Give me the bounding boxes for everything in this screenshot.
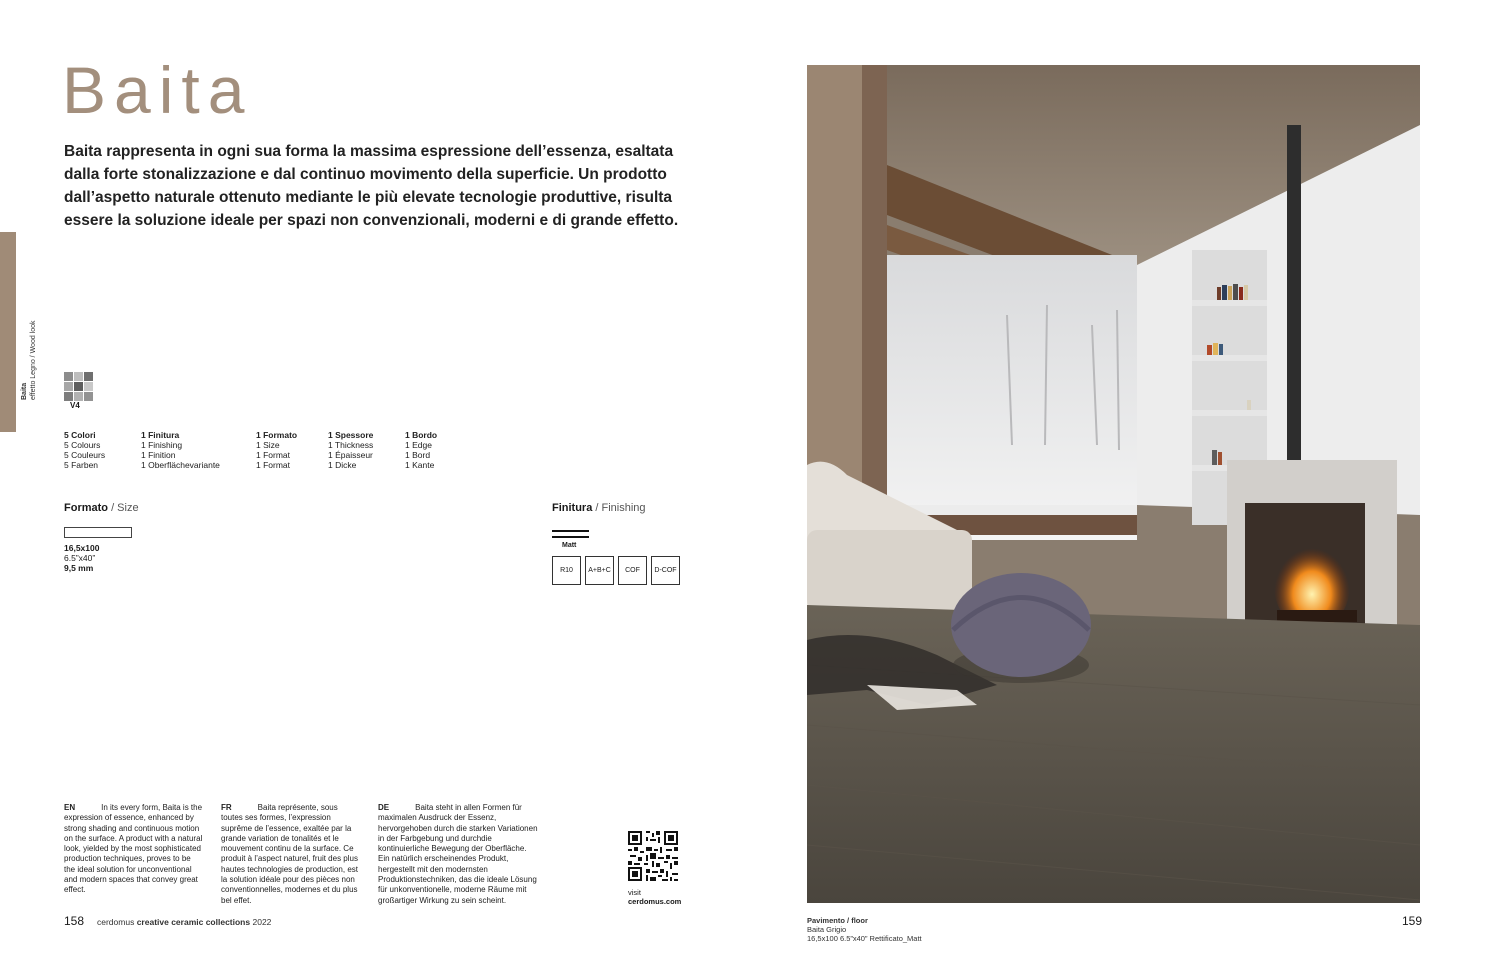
spec-line: 1 Oberflächevariante (141, 460, 220, 470)
side-label (20, 320, 38, 400)
formato-title-main: Formato (64, 502, 108, 514)
spec-line: 1 Finition (141, 450, 176, 460)
swatch-cell (74, 372, 83, 381)
spec-line: 1 Thickness (328, 440, 374, 450)
spec-thickness (328, 430, 373, 470)
collection-name: creative ceramic collections (136, 917, 251, 927)
badge-abc: A+B+C (585, 556, 614, 585)
brand-name: cerdomus (97, 917, 135, 927)
certification-badges (552, 556, 680, 585)
caption-title: Pavimento (807, 916, 845, 925)
side-label-title: Baita (21, 382, 28, 400)
caption-line1: Baita Grigio (807, 925, 847, 934)
qr-code-icon[interactable] (628, 831, 678, 881)
spec-finishing (141, 430, 220, 470)
size-cm: 16,5x100 (64, 543, 100, 553)
page-number-right: 159 (1402, 914, 1423, 928)
finish-bar-icon (552, 530, 589, 538)
size-in: 6.5”x40” (64, 553, 96, 563)
text-de (378, 803, 538, 906)
spec-line: 1 Format (256, 450, 291, 460)
finitura-title-main: Finitura (552, 502, 593, 514)
collection-year: 2022 (252, 917, 272, 927)
caption-line2: 16,5x100 6.5”x40” Rettificato_Matt (807, 934, 922, 943)
size-thickness: 9,5 mm (64, 563, 94, 573)
spec-edge (405, 430, 437, 470)
spec-line: 1 Dicke (328, 460, 357, 470)
visit-link[interactable] (628, 888, 681, 906)
swatch-cell (84, 372, 93, 381)
formato-title (64, 502, 139, 514)
formato-title-sub: / Size (111, 502, 139, 514)
finish-label: Matt (562, 542, 577, 549)
photo-caption (807, 916, 922, 943)
swatch-cell (84, 392, 93, 401)
spec-colors (64, 430, 105, 470)
footer-brand (97, 917, 271, 927)
page-title: Baita (62, 53, 253, 127)
text-en (64, 803, 204, 896)
spec-line: 5 Colours (64, 440, 101, 450)
page-number-left: 158 (64, 914, 85, 928)
finitura-title (552, 502, 646, 514)
swatch-cell (74, 392, 83, 401)
spec-line: 1 Size (256, 440, 280, 450)
spec-line: 1 Format (256, 460, 291, 470)
spec-line: 1 Finishing (141, 440, 183, 450)
swatch-cell (64, 382, 73, 391)
lang-body: Baita steht in allen Formen für maximalen Ausdruck der Essenz, hervorgehoben durch die starken Variationen in der Farbgebung und durchdie kontinuierliche Bewegung der Oberfläche. Ein natürlich erscheinendes Produkt, hergestellt mit den modernsten Produktionstechniken, das die ideale Lösung für unkonventionelle, moderne Räume mit großartiger Wirkung zu sein scheint. (378, 803, 538, 905)
spec-line: 5 Farben (64, 460, 99, 470)
size-info (64, 543, 99, 573)
swatch-cell (84, 382, 93, 391)
lang-code: FR (221, 803, 232, 812)
spec-heading: 1 Spessore (328, 430, 374, 440)
spec-line: 1 Bord (405, 450, 431, 460)
spec-heading: 1 Finitura (141, 430, 180, 440)
finitura-title-sub: / Finishing (595, 502, 646, 514)
spec-heading: 1 Bordo (405, 430, 438, 440)
spec-line: 1 Kante (405, 460, 435, 470)
side-label-subtitle: effetto Legno / Wood look (30, 320, 37, 400)
caption-title-en: / floor (847, 916, 868, 925)
lang-code: DE (378, 803, 390, 812)
color-swatch-icon (64, 372, 92, 400)
badge-r10: R10 (552, 556, 581, 585)
swatch-cell (64, 392, 73, 401)
spec-line: 1 Épaisseur (328, 450, 373, 460)
intro-paragraph: Baita rappresenta in ogni sua forma la massima espressione dell’essenza, esaltata dalla forte stonalizzazione e dal continuo movimento della superficie. Un prodotto dall’aspetto naturale ottenuto mediante le più elevate tecnologie produttive, risulta essere la soluzione ideale per spazi non convenzionali, moderni e di grande effetto. (64, 143, 679, 229)
spec-heading: 5 Colori (64, 430, 96, 440)
lang-code: EN (64, 803, 76, 812)
tile-size-icon (64, 527, 132, 538)
lang-body: Baita représente, sous toutes ses formes, l’expression suprême de l’essence, exaltée par la grande variation de tonalités et le mouvement continu de la surface. Ce produit à l’aspect naturel, fruit des plus hautes technologies de production, est la solution idéale pour des pièces non conventionnelles, modernes et du plus bel effet. (221, 803, 358, 905)
spec-line: 5 Couleurs (64, 450, 106, 460)
spec-line: 1 Edge (405, 440, 432, 450)
visit-url[interactable]: cerdomus.com (628, 897, 682, 906)
swatch-cell (74, 382, 83, 391)
swatch-code: V4 (70, 401, 80, 410)
badge-dcof: D-COF (651, 556, 680, 585)
text-fr (221, 803, 361, 906)
side-color-tab (0, 232, 16, 432)
spec-heading: 1 Formato (256, 430, 298, 440)
swatch-cell (64, 372, 73, 381)
lang-body: In its every form, Baita is the expression of essence, enhanced by strong shading and continuous motion on the surface. A product with a natural look, yielded by the most sophisticated production techniques, proves to be the ideal solution for unconventional and modern spaces that convey great effect. (64, 803, 203, 895)
spec-size (256, 430, 297, 470)
interior-photo (807, 65, 1420, 903)
visit-label: visit (628, 888, 641, 897)
badge-cof: COF (618, 556, 647, 585)
